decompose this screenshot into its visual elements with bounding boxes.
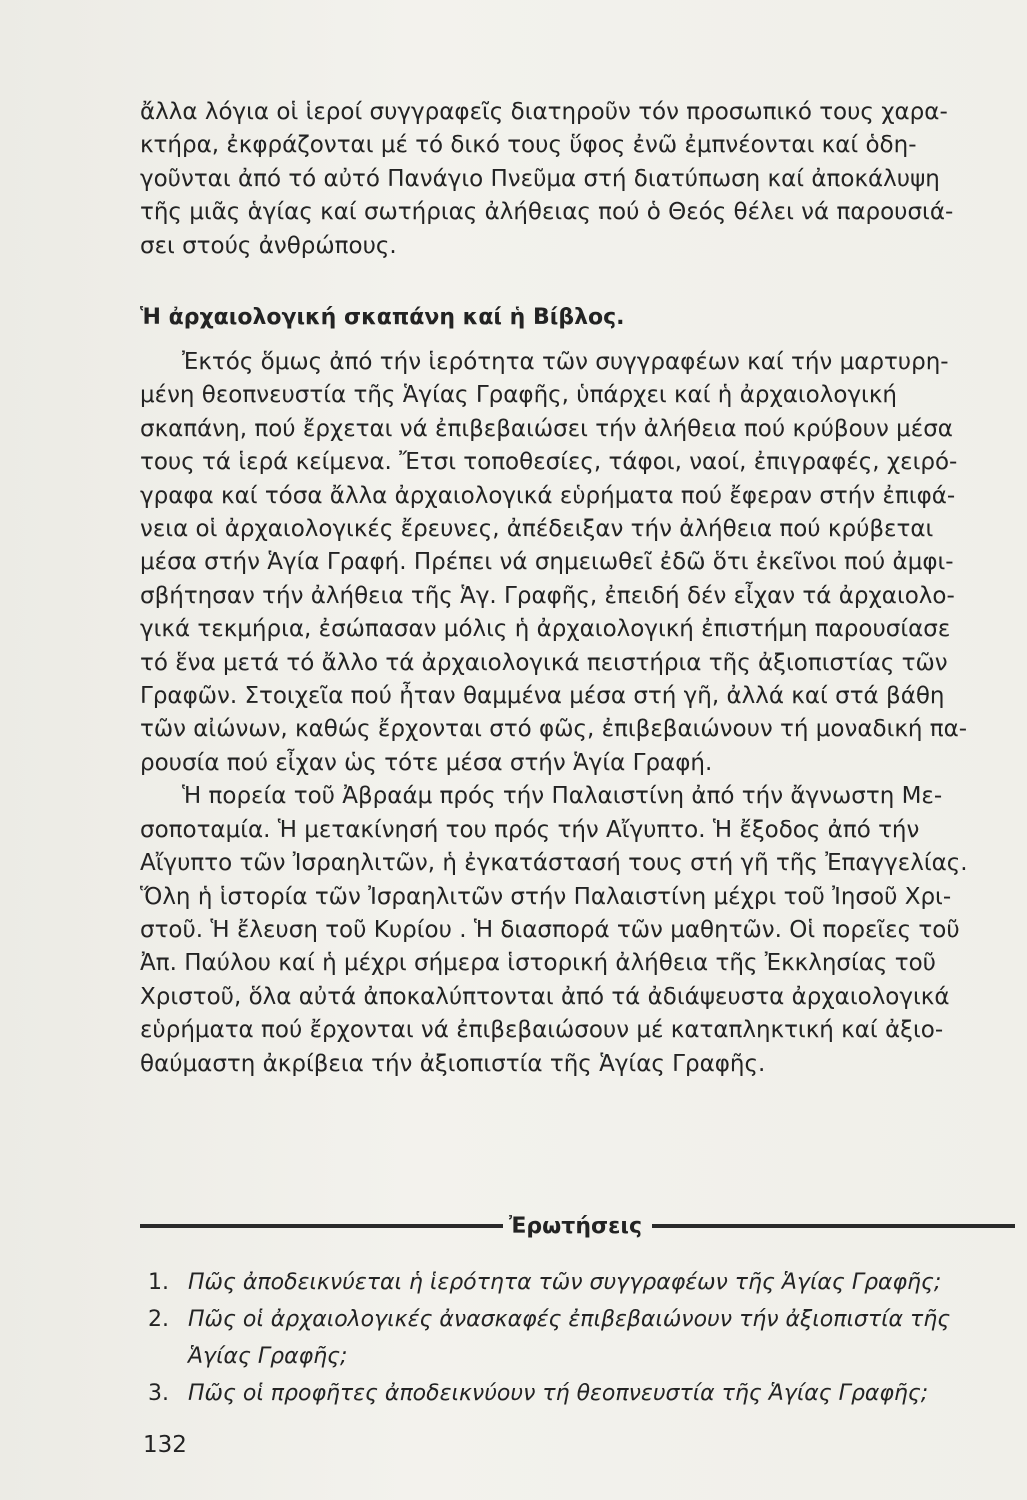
question-text: Πῶς οἱ ἀρχαιολογικές ἀνασκαφές ἐπιβεβαιώνουν τήν ἀξιοπιστία τῆς	[188, 1307, 951, 1332]
text-line: ἄλλα λόγια οἱ ἱεροί συγγραφεῖς διατηροῦν τόν προσωπικό τους χαρα-	[140, 99, 948, 125]
questions-title: Ἐρωτήσεις	[509, 1213, 642, 1239]
paragraph-continuation	[140, 96, 1015, 263]
text-line: γικά τεκμήρια, ἐσώπασαν μόλις ἡ ἀρχαιολογική ἐπιστήμη παρουσίασε	[140, 616, 951, 643]
text-line: νεια οἱ ἀρχαιολογικές ἔρευνες, ἀπέδειξαν τήν ἀλήθεια πού κρύβεται	[140, 516, 934, 543]
section-heading: Ἡ ἀρχαιολογική σκαπάνη καί ἡ Βίβλος.	[140, 305, 625, 330]
question-item	[148, 1301, 1013, 1338]
question-number: 3.	[148, 1381, 169, 1406]
text-line: σει στούς ἀνθρώπους.	[140, 232, 397, 259]
question-text-continuation: Ἁγίας Γραφῆς;	[188, 1344, 348, 1369]
text-line: τῶν αἰώνων, καθώς ἔρχονται στό φῶς, ἐπιβεβαιώνουν τή μοναδική πα-	[140, 716, 968, 743]
question-text: Πῶς ἀποδεικνύεται ἡ ἱερότητα τῶν συγγραφέων τῆς Ἁγίας Γραφῆς;	[188, 1270, 942, 1295]
text-line: γοῦνται ἀπό τό αὐτό Πανάγιο Πνεῦμα στή διατύπωση καί ἀποκάλυψη	[140, 165, 940, 192]
question-text: Πῶς οἱ προφῆτες ἀποδεικνύουν τή θεοπνευστία τῆς Ἁγίας Γραφῆς;	[188, 1381, 929, 1406]
text-line: γραφα καί τόσα ἄλλα ἀρχαιολογικά εὑρήματα πού ἔφεραν στήν ἐπιφά-	[140, 482, 956, 509]
page-number: 132	[143, 1432, 187, 1458]
text-line: Γραφῶν. Στοιχεῖα πού ἦταν θαμμένα μέσα στή γῆ, ἀλλά καί στά βάθη	[140, 683, 945, 710]
text-line: ρουσία πού εἶχαν ὡς τότε μέσα στήν Ἁγία Γραφή.	[140, 749, 713, 776]
text-line: στοῦ. Ἡ ἔλευση τοῦ Κυρίου . Ἡ διασπορά τῶν μαθητῶν. Οἱ πορεῖες τοῦ	[140, 916, 960, 943]
divider-rule-right	[652, 1224, 1015, 1228]
text-line: Ἐκτός ὅμως ἀπό τήν ἱερότητα τῶν συγγραφέων καί τήν μαρτυρη-	[182, 349, 949, 375]
questions-list	[148, 1264, 1013, 1412]
text-line: θαύμαστη ἀκρίβεια τήν ἀξιοπιστία τῆς Ἁγίας Γραφῆς.	[140, 1050, 766, 1077]
text-line: Χριστοῦ, ὅλα αὐτά ἀποκαλύπτονται ἀπό τά ἀδιάψευστα ἀρχαιολογικά	[140, 983, 950, 1010]
text-line: σοποταμία. Ἡ μετακίνησή του πρός τήν Αἴγυπτο. Ἡ ἔξοδος ἀπό τήν	[140, 816, 920, 843]
text-line: μέσα στήν Ἁγία Γραφή. Πρέπει νά σημειωθεῖ ἐδῶ ὅτι ἐκεῖνοι πού ἀμφι-	[140, 549, 954, 576]
question-item	[148, 1375, 1013, 1412]
text-line: Ἡ πορεία τοῦ Ἀβραάμ πρός τήν Παλαιστίνη ἀπό τήν ἄγνωστη Με-	[182, 783, 943, 810]
question-number: 1.	[148, 1270, 169, 1295]
text-line: τους τά ἱερά κείμενα. Ἔτσι τοποθεσίες, τάφοι, ναοί, ἐπιγραφές, χειρό-	[140, 449, 958, 476]
text-line: κτήρα, ἐκφράζονται μέ τό δικό τους ὕφος ἐνῶ ἐμπνέονται καί ὁδη-	[140, 132, 917, 159]
question-number: 2.	[148, 1307, 169, 1332]
text-line: μένη θεοπνευστία τῆς Ἁγίας Γραφῆς, ὑπάρχει καί ἡ ἀρχαιολογική	[140, 382, 897, 409]
text-line: Ὅλη ἡ ἱστορία τῶν Ἰσραηλιτῶν στήν Παλαιστίνη μέχρι τοῦ Ἰησοῦ Χρι-	[140, 883, 952, 910]
text-line: σκαπάνη, πού ἔρχεται νά ἐπιβεβαιώσει τήν ἀλήθεια πού κρύβουν μέσα	[140, 415, 953, 442]
question-item	[148, 1264, 1013, 1301]
questions-divider	[140, 1206, 1015, 1246]
text-line: Ἀπ. Παύλου καί ἡ μέχρι σήμερα ἱστορική ἀλήθεια τῆς Ἐκκλησίας τοῦ	[140, 950, 936, 977]
text-line: σβήτησαν τήν ἀλήθεια τῆς Ἁγ. Γραφῆς, ἐπειδή δέν εἶχαν τά ἀρχαιολο-	[140, 582, 955, 609]
text-line: τό ἕνα μετά τό ἄλλο τά ἀρχαιολογικά πειστήρια τῆς ἀξιοπιστίας τῶν	[140, 649, 948, 676]
section-body	[140, 346, 1015, 1081]
text-line: τῆς μιᾶς ἁγίας καί σωτήριας ἀλήθειας πού ὁ Θεός θέλει νά παρουσιά-	[140, 199, 954, 226]
text-line: Αἴγυπτο τῶν Ἰσραηλιτῶν, ἡ ἐγκατάστασή τους στή γῆ τῆς Ἐπαγγελίας.	[140, 850, 968, 877]
text-line: εὑρήματα πού ἔρχονται νά ἐπιβεβαιώσουν μέ καταπληκτική καί ἀξιο-	[140, 1017, 944, 1044]
divider-rule-left	[140, 1224, 503, 1228]
